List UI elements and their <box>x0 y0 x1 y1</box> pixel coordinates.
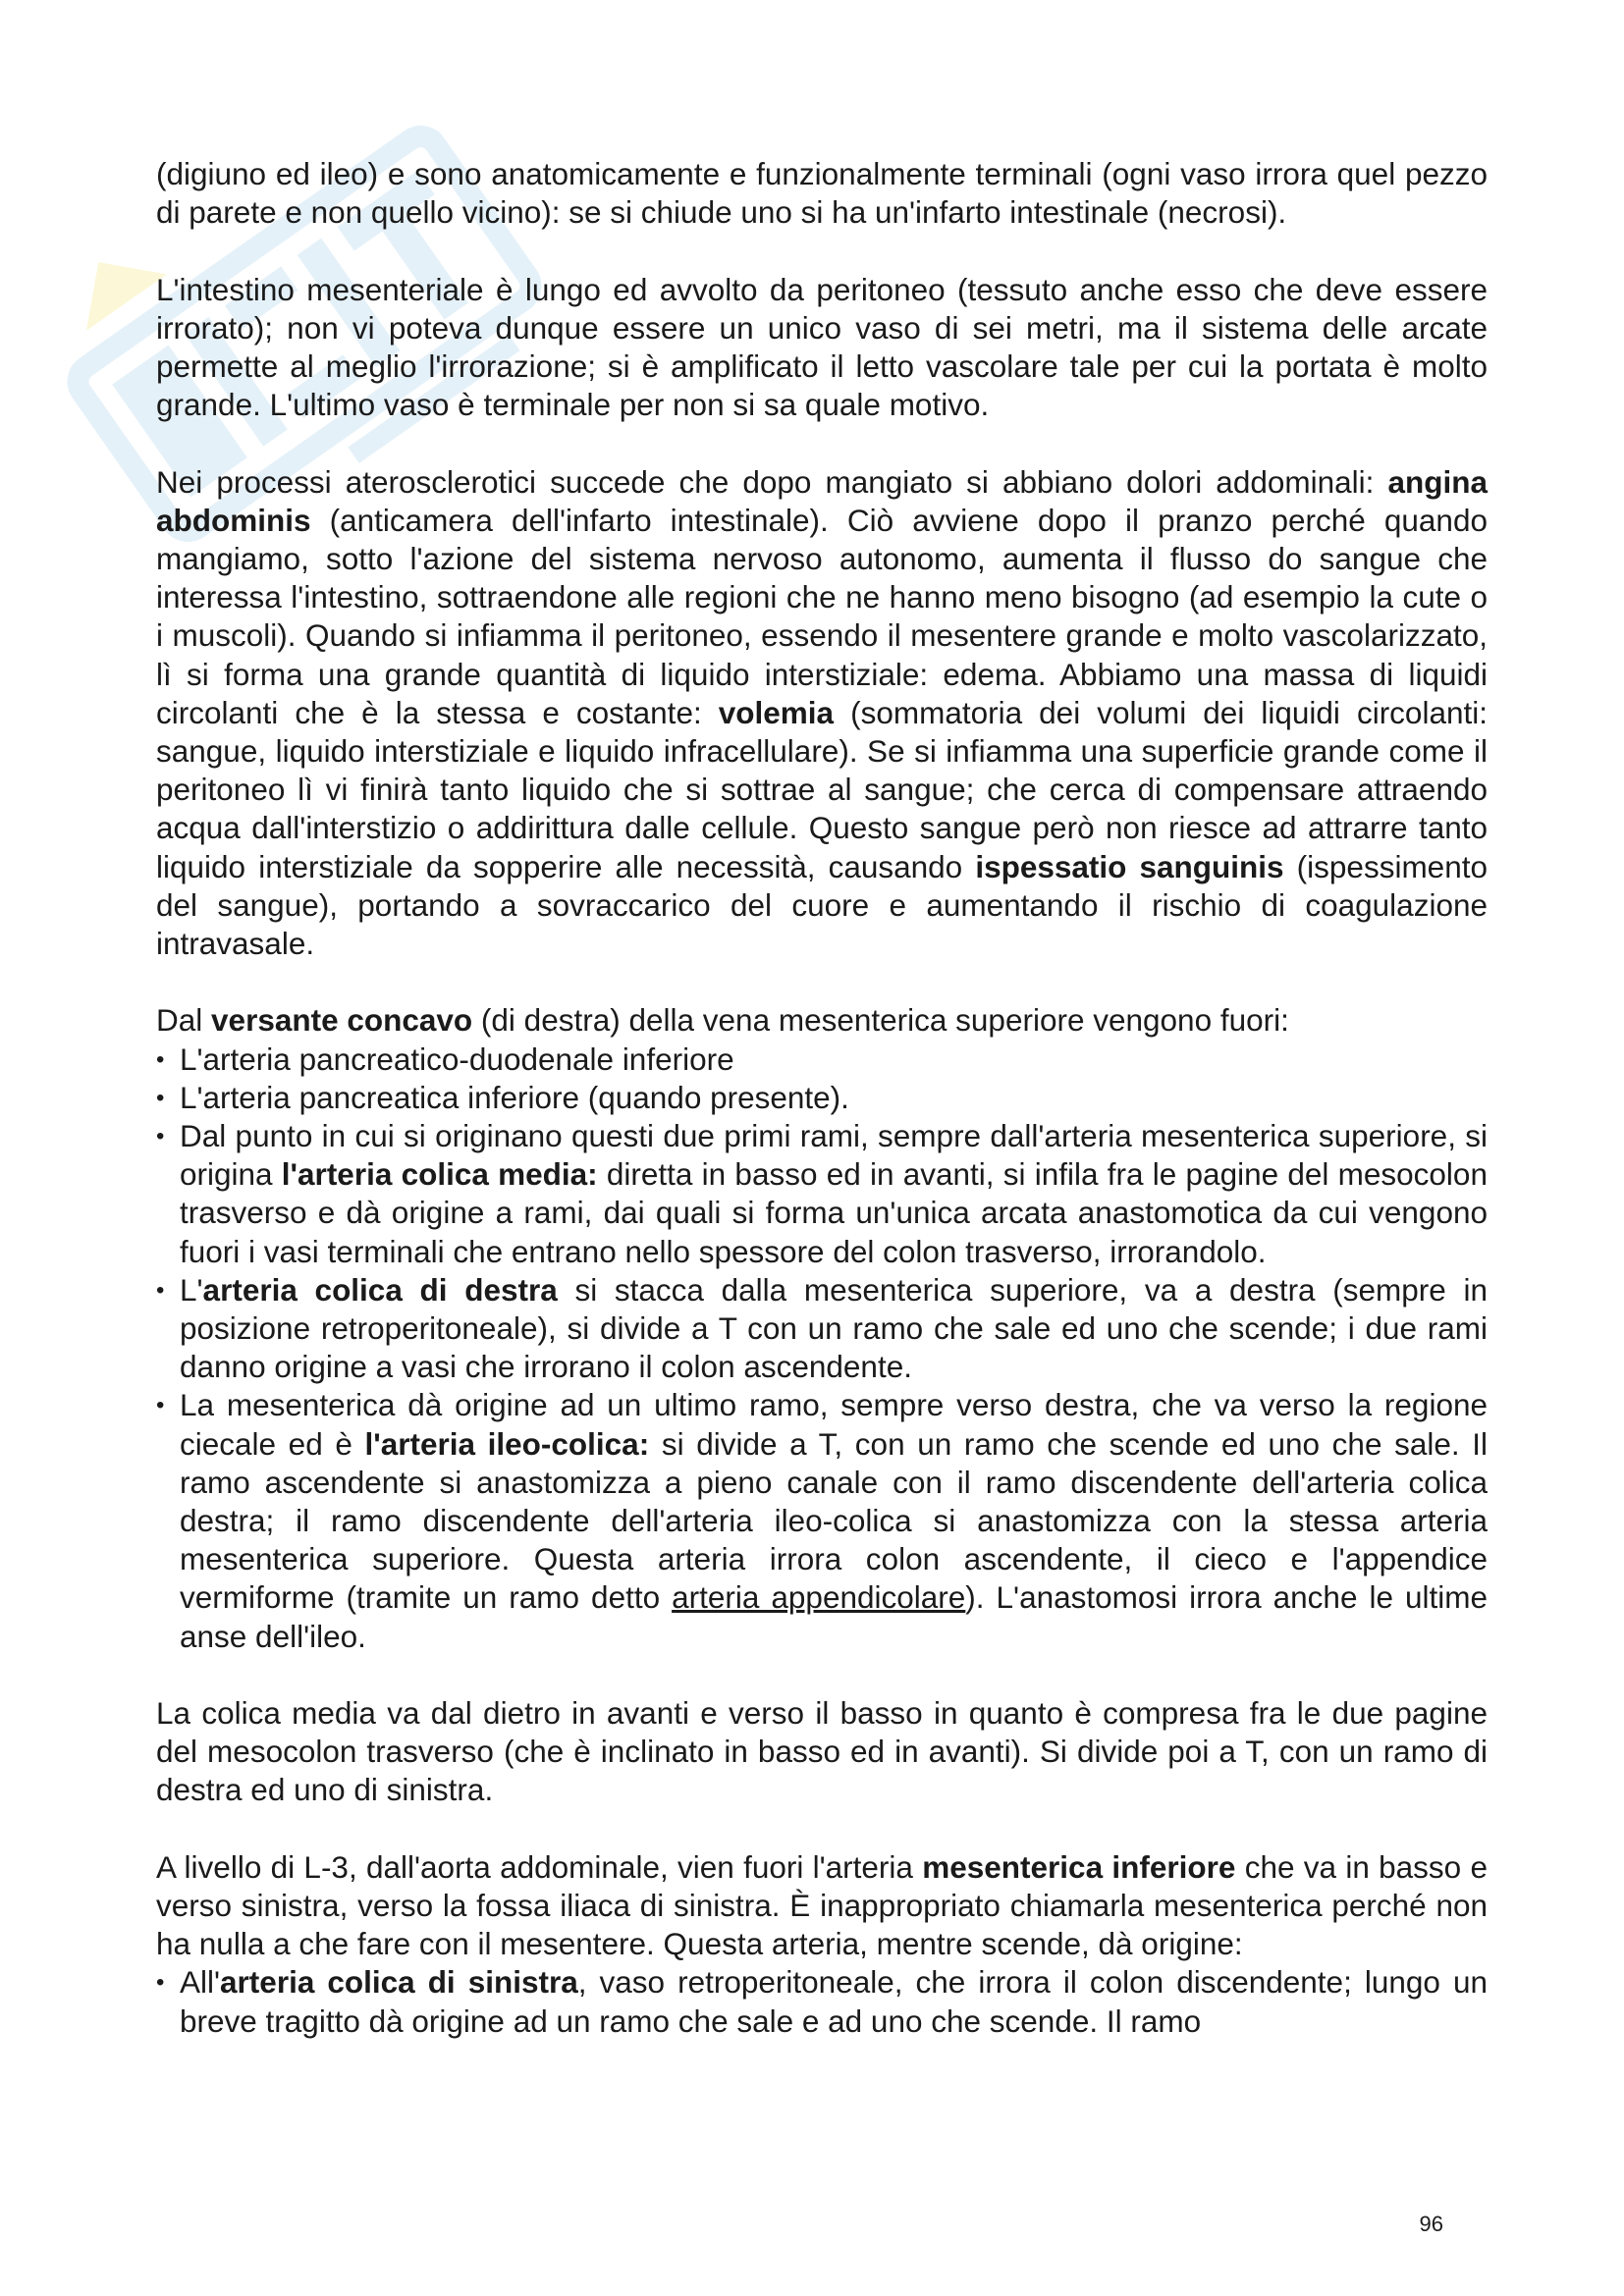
text-run: (anticamera dell'infarto intestinale). Ciò avviene dopo il pranzo perché quando mangiamo, sotto l'azione del sistema nervoso autonomo, aumenta il flusso do sangue che interessa l'intestino, sottraendone alle regioni che ne hanno meno bisogno (ad esempio la cute o i muscoli). Quando si infiamma il peritoneo, essendo il mesentere grande e molto vascolarizzato, lì si forma una grande quantità di liquido interstiziale: edema. Abbiamo una massa di liquidi circolanti che è la stessa e costante: <box>156 502 1488 730</box>
paragraph <box>156 463 1488 964</box>
text-run: Nei processi aterosclerotici succede che dopo mangiato si abbiano dolori addominali: <box>156 463 1388 500</box>
list-item <box>156 1117 1488 1271</box>
list-item <box>156 1386 1488 1655</box>
bullet-icon: • <box>156 1276 165 1304</box>
bullet-icon: • <box>156 1969 165 1997</box>
bold-term: mesenterica inferiore <box>922 1848 1236 1885</box>
bullet-icon: • <box>156 1123 165 1150</box>
text-run: Dal punto in cui si originano questi due primi rami, sempre dall'arteria mesenterica superiore, si origina <box>180 1118 1488 1193</box>
bold-term: volemia <box>718 694 835 730</box>
paragraph: La colica media va dal dietro in avanti e verso il basso in quanto è compresa fra le due pagine del mesocolon trasverso (che è inclinato in basso ed in avanti). Si divide poi a T, con un ramo di destra ed uno di sinistra. <box>156 1695 1488 1808</box>
bold-term: arteria colica di sinistra <box>220 1964 578 2001</box>
paragraph <box>156 1001 1488 1040</box>
text-run: Dal <box>156 1002 212 1039</box>
text-run: (sommatoria dei volumi dei liquidi circolanti: sangue, liquido interstiziale e liquido infracellulare). Se si infiamma una superficie grande come il peritoneo lì vi finirà tanto liquido che si sottrae al sangue; che cerca di compensare attraendo acqua dall'interstizio o addirittura dalle cellule. Questo sangue però non riesce ad attrarre tanto liquido interstiziale da sopperire alle necessità, causando <box>156 694 1488 884</box>
bold-term: l'arteria ileo-colica: <box>364 1425 650 1462</box>
text-run: All' <box>180 1964 221 2001</box>
list-item <box>156 1041 1488 1079</box>
bullet-icon: • <box>156 1045 165 1073</box>
underlined-term: arteria appendicolare <box>672 1579 966 1616</box>
text-run: si divide a T, con un ramo che scende ed uno che sale. Il ramo ascendente si anastomizza a pieno canale con il ramo discendente dell'arteria colica destra; il ramo discendente dell'arteria ileo-colica si anastomizza con la stessa arteria mesenterica superiore. Questa arteria irrora colon ascendente, il cieco e l'appendice vermiforme (tramite un ramo detto <box>180 1425 1488 1616</box>
text-run: (di destra) della vena mesenterica superiore vengono fuori: <box>472 1002 1289 1039</box>
text-run: La mesenterica dà origine ad un ultimo ramo, sempre verso destra, che va verso la regione ciecale ed è <box>180 1387 1488 1462</box>
text-run: , vaso retroperitoneale, che irrora il colon discendente; lungo un breve tragitto dà origine ad un ramo che sale e ad uno che scende. Il ramo <box>180 1964 1488 2039</box>
bullet-list <box>156 1041 1488 1656</box>
list-item <box>156 1963 1488 2040</box>
text-run: L'arteria pancreatica inferiore (quando presente). <box>180 1079 849 1115</box>
text-run: A livello di L-3, dall'aorta addominale, vien fuori l'arteria <box>156 1848 923 1885</box>
text-run: ). L'anastomosi irrora anche le ultime anse dell'ileo. <box>180 1579 1488 1654</box>
text-run: L' <box>180 1271 203 1308</box>
text-run: (ispessimento del sangue), portando a sovraccarico del cuore e aumentando il rischio di coagulazione intravasale. <box>156 848 1488 962</box>
page-number: 96 <box>1419 2212 1443 2236</box>
bold-term: arteria colica di destra <box>202 1271 558 1308</box>
text-run: diretta in basso ed in avanti, si infila fra le pagine del mesocolon trasverso e dà origine a rami, dai quali si forma un'unica arcata anastomotica da cui vengono fuori i vasi terminali che entrano nello spessore del colon trasverso, irrorandolo. <box>180 1156 1488 1269</box>
paragraph <box>156 1848 1488 1964</box>
paragraph: (digiuno ed ileo) e sono anatomicamente e funzionalmente terminali (ogni vaso irrora quel pezzo di parete e non quello vicino): se si chiude uno si ha un'infarto intestinale (necrosi). <box>156 156 1488 231</box>
bullet-list <box>156 1963 1488 2040</box>
text-run: che va in basso e verso sinistra, verso la fossa iliaca di sinistra. È inappropriato chiamarla mesenterica perché non ha nulla a che fare con il mesentere. Questa arteria, mentre scende, dà origine: <box>156 1848 1488 1962</box>
bold-term: l'arteria colica media: <box>281 1156 598 1193</box>
list-item <box>156 1079 1488 1117</box>
list-item <box>156 1271 1488 1387</box>
document-body <box>156 155 1488 2041</box>
bullet-icon: • <box>156 1392 165 1419</box>
text-run: L'arteria pancreatico-duodenale inferiore <box>180 1041 734 1077</box>
paragraph: L'intestino mesenteriale è lungo ed avvolto da peritoneo (tessuto anche esso che deve essere irrorato); non vi poteva dunque essere un unico vaso di sei metri, ma il sistema delle arcate permette al meglio l'irrorazione; si è amplificato il letto vascolare tale per cui la portata è molto grande. L'ultimo vaso è terminale per non si sa quale motivo. <box>156 271 1488 423</box>
bold-term: ispessatio sanguinis <box>975 848 1284 884</box>
bold-term: versante concavo <box>211 1002 473 1039</box>
bold-term: angina abdominis <box>156 463 1488 538</box>
bullet-icon: • <box>156 1084 165 1111</box>
text-run: si stacca dalla mesenterica superiore, va a destra (sempre in posizione retroperitoneale), si divide a T con un ramo che sale ed uno che scende; i due rami danno origine a vasi che irrorano il colon ascendente. <box>180 1271 1488 1385</box>
